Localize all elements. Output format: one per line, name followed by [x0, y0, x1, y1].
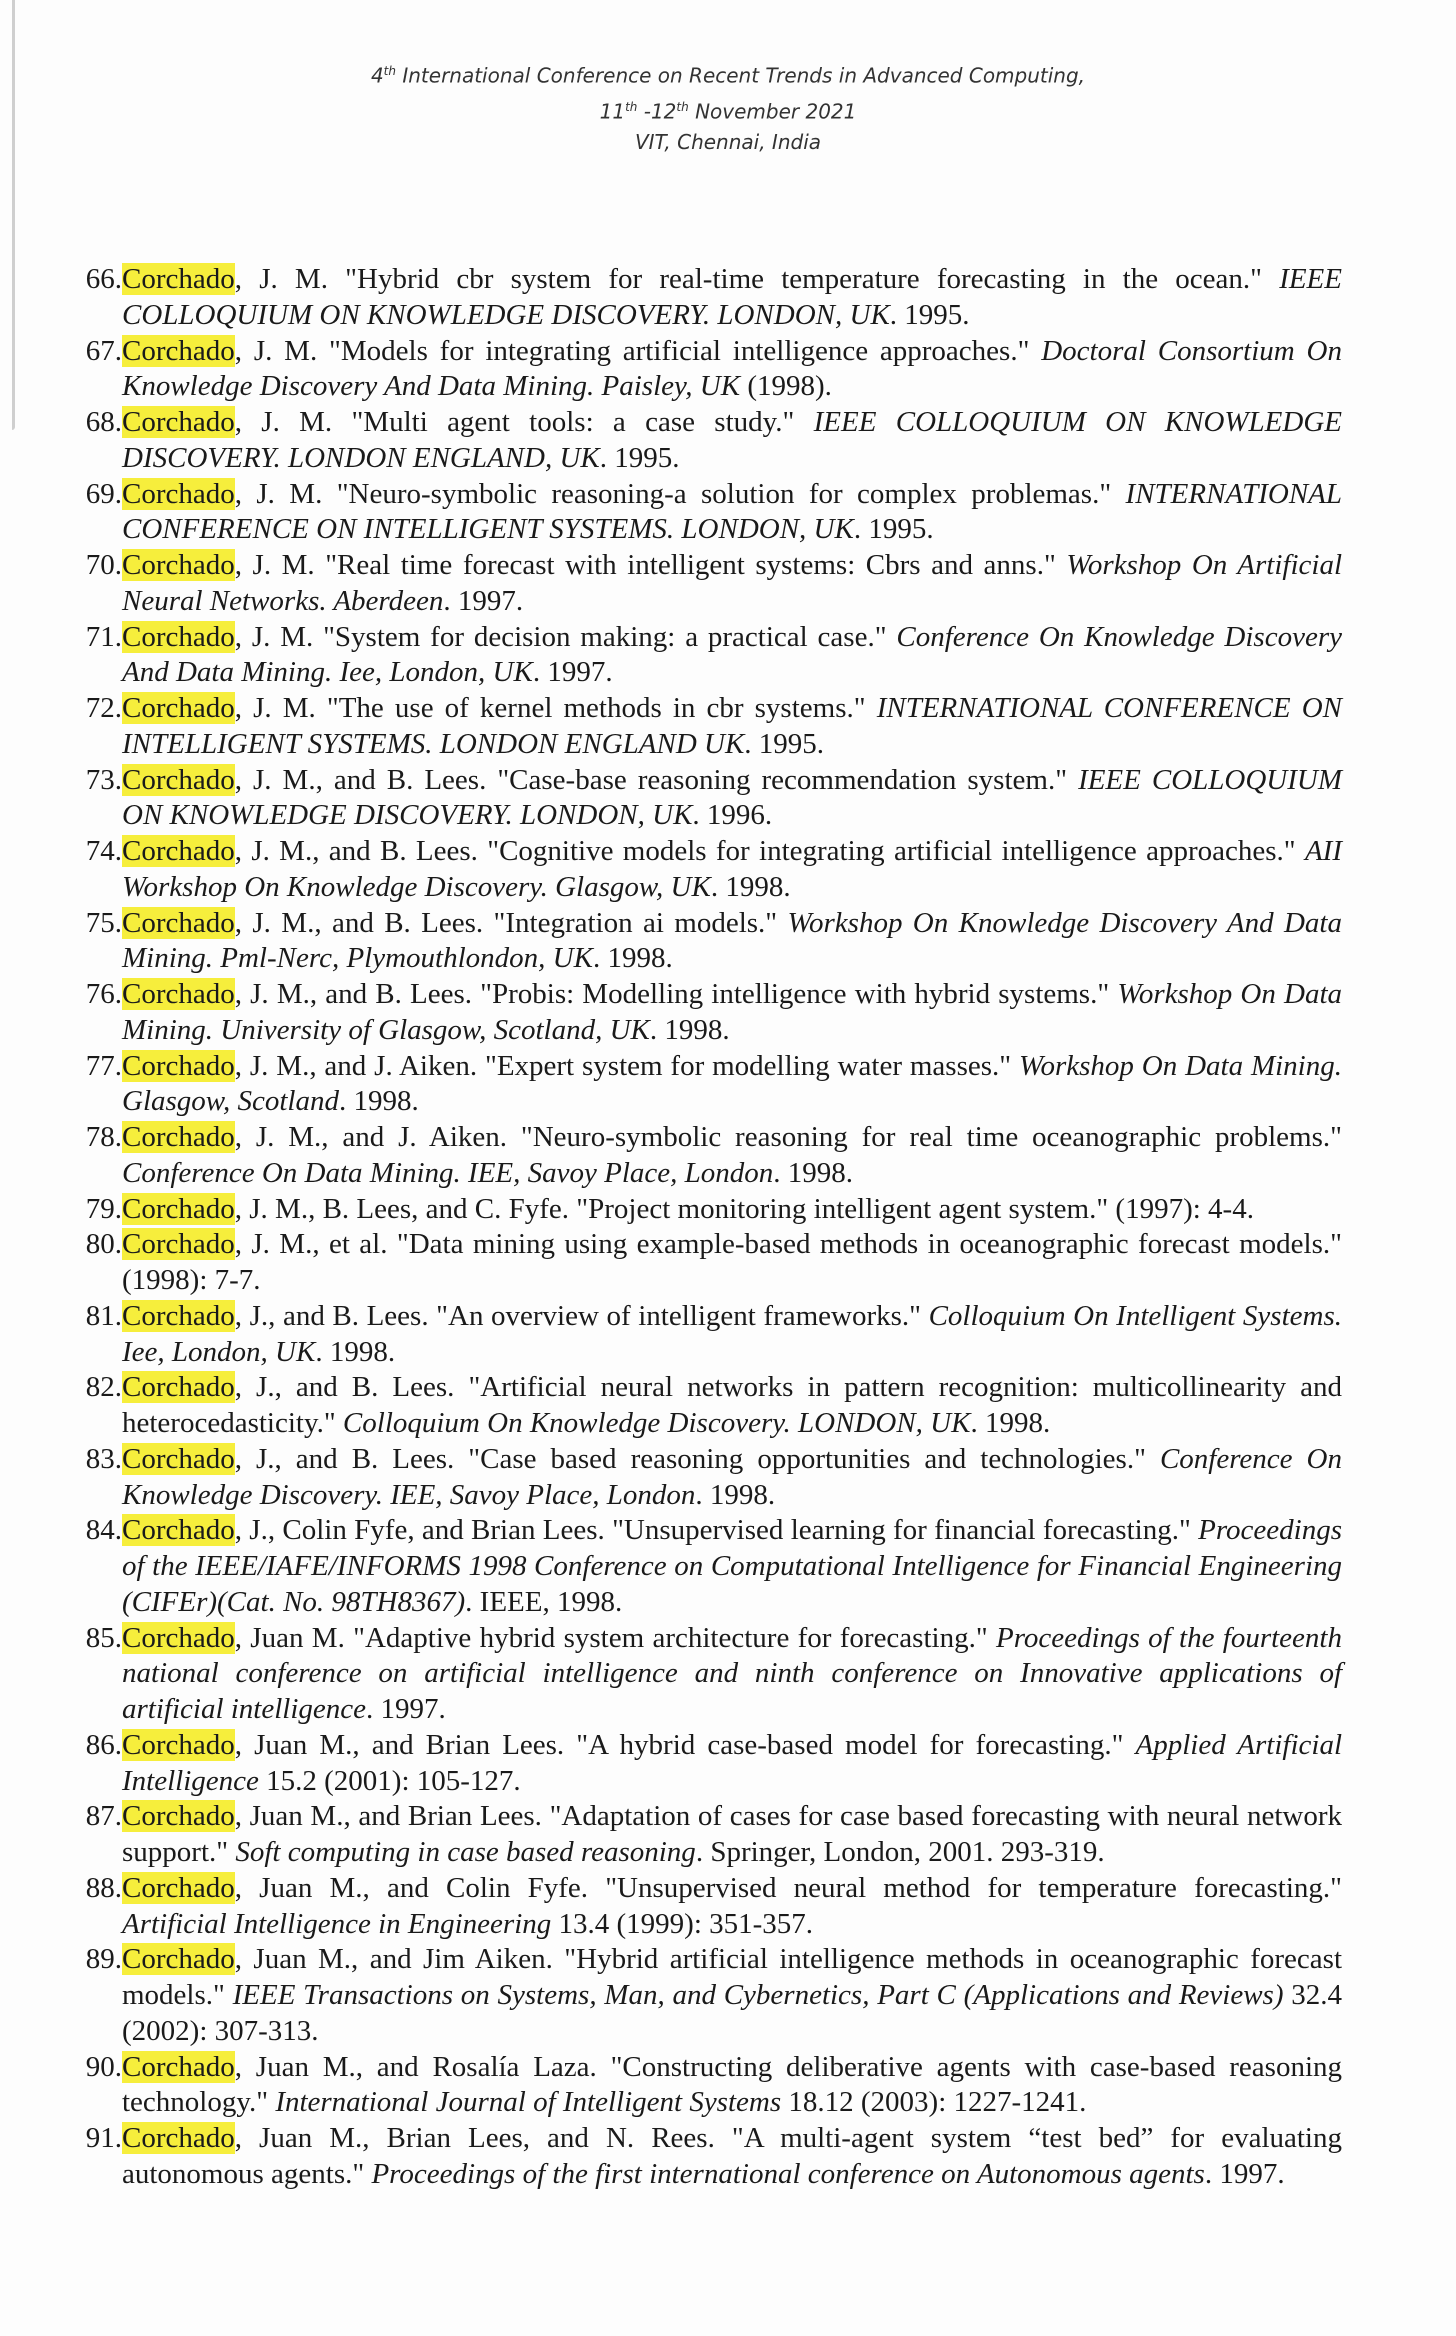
reference-venue: Applied Artificial Intelligence: [122, 1728, 1343, 1797]
reference-item: [60, 334, 1342, 406]
reference-tail: . IEEE, 1998.: [465, 1585, 623, 1618]
reference-text: [122, 691, 1342, 763]
reference-venue: Conference On Data Mining. IEE, Savoy Place, London: [122, 1156, 774, 1189]
reference-title: , Juan M., and Brian Lees. "Adaptation of cases for case based forecasting with neural network support.": [122, 1800, 1342, 1868]
reference-title: , J. M., and B. Lees. "Probis: Modelling intelligence with hybrid systems.": [234, 978, 1118, 1010]
reference-venue: Workshop On Data Mining. University of Glasgow, Scotland, UK: [122, 978, 1342, 1046]
reference-tail: . 1998.: [592, 942, 673, 975]
reference-number: 83.: [85, 1442, 122, 1475]
reference-text: [122, 763, 1342, 835]
reference-venue: Workshop On Knowledge Discovery And Data Mining. Pml-Nerc, Plymouthlondon, UK: [122, 906, 1342, 975]
author-highlight: Corchado: [122, 1442, 235, 1475]
reference-tail: (1998).: [740, 370, 832, 403]
reference-title: , J. M., B. Lees, and C. Fyfe. "Project monitoring intelligent agent system." (1997): 4-4.: [234, 1192, 1254, 1225]
reference-tail: 13.4 (1999): 351-357.: [551, 1907, 814, 1940]
reference-number: 84.: [85, 1514, 122, 1547]
reference-number: 88.: [85, 1871, 122, 1904]
reference-number: 91.: [85, 2122, 122, 2154]
reference-item: [60, 1728, 1342, 1800]
reference-tail: . 1995.: [853, 513, 934, 546]
author-highlight: Corchado: [122, 477, 235, 510]
reference-venue: INTERNATIONAL CONFERENCE ON INTELLIGENT SYSTEMS. LONDON ENGLAND UK: [122, 692, 1342, 760]
reference-title: , J., and B. Lees. "Case based reasoning opportunities and technologies.": [234, 1442, 1160, 1475]
author-highlight: Corchado: [122, 620, 235, 653]
author-highlight: Corchado: [122, 1049, 235, 1082]
reference-number: 70.: [85, 549, 122, 581]
reference-title: , J. M. "System for decision making: a practical case.": [234, 620, 897, 653]
reference-text: [122, 262, 1342, 334]
author-highlight: Corchado: [122, 978, 235, 1010]
reference-venue: Colloquium On Intelligent Systems. Iee, London, UK: [122, 1299, 1342, 1368]
reference-number: 75.: [85, 906, 122, 939]
reference-venue: Proceedings of the first international conference on Autonomous agents: [371, 2157, 1205, 2190]
reference-text: [122, 1192, 1342, 1228]
reference-number: 82.: [85, 1371, 122, 1404]
author-highlight: Corchado: [122, 1121, 235, 1153]
reference-item: [60, 1799, 1342, 1871]
author-highlight: Corchado: [122, 835, 235, 867]
author-highlight: Corchado: [122, 1728, 235, 1761]
reference-title: , J., and B. Lees. "Artificial neural networks in pattern recognition: multicollinearity and heterocedasticity.": [122, 1371, 1342, 1439]
reference-tail: . 1997.: [1204, 2157, 1285, 2190]
conference-header: [0, 56, 1456, 158]
reference-tail: . 1995.: [889, 298, 970, 331]
reference-number: 68.: [85, 406, 122, 438]
reference-title: , Juan M., and Jim Aiken. "Hybrid artificial intelligence methods in oceanographic forecast models.": [122, 1943, 1342, 2011]
reference-text: [122, 2121, 1342, 2193]
reference-text: [122, 1799, 1342, 1871]
reference-number: 77.: [85, 1049, 122, 1082]
reference-text: [122, 548, 1342, 620]
author-highlight: Corchado: [122, 549, 235, 581]
reference-item: [60, 906, 1342, 978]
author-highlight: Corchado: [122, 2050, 235, 2083]
reference-tail: . 1998.: [710, 870, 791, 903]
reference-title: , J. M., and B. Lees. "Integration ai models.": [234, 906, 788, 939]
reference-venue: IEEE COLLOQUIUM ON KNOWLEDGE DISCOVERY. LONDON ENGLAND, UK: [122, 406, 1342, 474]
reference-venue: Workshop On Data Mining. Glasgow, Scotland: [122, 1049, 1342, 1118]
reference-number: 89.: [85, 1943, 122, 1976]
reference-number: 79.: [85, 1192, 122, 1225]
reference-text: [122, 1513, 1342, 1620]
reference-item: [60, 1370, 1342, 1442]
reference-text: [122, 1227, 1342, 1299]
author-highlight: Corchado: [122, 1871, 235, 1904]
reference-venue: Workshop On Artificial Neural Networks. Aberdeen: [122, 549, 1343, 617]
reference-text: [122, 2050, 1342, 2122]
author-highlight: Corchado: [122, 1371, 235, 1404]
reference-number: 80.: [85, 1228, 122, 1261]
reference-tail: . 1998.: [315, 1335, 396, 1368]
reference-number: 72.: [85, 692, 122, 724]
reference-title: , J., and B. Lees. "An overview of intelligent frameworks.": [234, 1299, 929, 1332]
reference-item: [60, 1120, 1342, 1192]
reference-venue: Artificial Intelligence in Engineering: [122, 1907, 552, 1940]
reference-venue: INTERNATIONAL CONFERENCE ON INTELLIGENT SYSTEMS. LONDON, UK: [122, 477, 1342, 546]
reference-text: [122, 1049, 1342, 1121]
reference-number: 66.: [85, 263, 122, 295]
reference-item: [60, 620, 1342, 692]
reference-tail: 15.2 (2001): 105-127.: [258, 1764, 521, 1797]
reference-tail: 32.4 (2002): 307-313.: [122, 1979, 1343, 2047]
author-highlight: Corchado: [122, 263, 235, 295]
reference-title: , J. M., et al. "Data mining using example-based methods in oceanographic forecast models." (1998): 7-7.: [122, 1228, 1342, 1296]
reference-number: 69.: [85, 477, 122, 510]
author-highlight: Corchado: [122, 1800, 235, 1833]
reference-title: , J. M., and B. Lees. "Cognitive models for integrating artificial intelligence approaches.": [234, 835, 1305, 867]
reference-venue: AII Workshop On Knowledge Discovery. Glasgow, UK: [122, 835, 1342, 903]
author-highlight: Corchado: [122, 1621, 235, 1654]
reference-text: [122, 1871, 1342, 1943]
reference-tail: . 1998.: [773, 1156, 854, 1189]
author-highlight: Corchado: [122, 406, 235, 438]
reference-item: [60, 262, 1342, 334]
reference-number: 78.: [85, 1121, 122, 1153]
reference-number: 87.: [85, 1800, 122, 1833]
reference-item: [60, 2121, 1342, 2193]
reference-title: , J. M. "Hybrid cbr system for real-time temperature forecasting in the ocean.": [234, 263, 1280, 295]
reference-title: , J., Colin Fyfe, and Brian Lees. "Unsupervised learning for financial forecasting.": [234, 1514, 1199, 1547]
reference-venue: Conference On Knowledge Discovery And Data Mining. Iee, London, UK: [122, 620, 1342, 689]
reference-text: [122, 334, 1342, 406]
reference-item: [60, 2050, 1342, 2122]
reference-item: [60, 477, 1342, 549]
reference-tail: . 1998.: [649, 1013, 730, 1046]
reference-venue: IEEE COLLOQUIUM ON KNOWLEDGE DISCOVERY. LONDON, UK: [122, 263, 1342, 331]
reference-text: [122, 834, 1342, 906]
reference-text: [122, 1728, 1342, 1800]
reference-item: [60, 1621, 1342, 1728]
reference-venue: International Journal of Intelligent Systems: [275, 2086, 782, 2119]
reference-tail: . 1995.: [744, 727, 825, 760]
reference-title: , J. M. "Multi agent tools: a case study.": [234, 406, 814, 438]
reference-tail: . 1998.: [695, 1478, 776, 1511]
reference-tail: . 1995.: [599, 441, 680, 474]
reference-item: [60, 977, 1342, 1049]
reference-venue: Proceedings of the IEEE/IAFE/INFORMS 1998 Conference on Computational Intelligence for Financial Engineering (CIFEr)(Cat. No. 98TH8367): [122, 1514, 1342, 1618]
reference-text: [122, 1370, 1342, 1442]
reference-tail: . 1998.: [338, 1085, 419, 1118]
reference-item: [60, 763, 1342, 835]
author-highlight: Corchado: [122, 1943, 235, 1976]
author-highlight: Corchado: [122, 1299, 235, 1332]
reference-number: 74.: [85, 835, 122, 867]
author-highlight: Corchado: [122, 334, 235, 367]
author-highlight: Corchado: [122, 1514, 235, 1547]
reference-number: 86.: [85, 1728, 122, 1761]
reference-tail: . 1997.: [532, 656, 613, 689]
reference-item: [60, 1227, 1342, 1299]
reference-tail: . 1997.: [443, 584, 524, 617]
author-highlight: Corchado: [122, 906, 235, 939]
reference-item: [60, 834, 1342, 906]
reference-item: [60, 405, 1342, 477]
reference-tail: 18.12 (2003): 1227-1241.: [781, 2086, 1087, 2119]
reference-text: [122, 1299, 1342, 1371]
reference-title: , Juan M., and Rosalía Laza. "Constructing deliberative agents with case-based reasoning technology.": [122, 2050, 1342, 2119]
reference-number: 76.: [85, 978, 122, 1010]
reference-venue: IEEE COLLOQUIUM ON KNOWLEDGE DISCOVERY. LONDON, UK: [122, 763, 1343, 832]
reference-title: , J. M. "Real time forecast with intelligent systems: Cbrs and anns.": [234, 549, 1067, 581]
header-line-3: VIT, Chennai, India: [634, 130, 822, 155]
reference-tail: . 1997.: [366, 1693, 446, 1725]
reference-title: , J. M., and B. Lees. "Case-base reasoning recommendation system.": [234, 763, 1079, 796]
reference-text: [122, 405, 1342, 477]
reference-tail: . 1998.: [970, 1407, 1051, 1439]
header-line-2: 11th -12th November 2021: [599, 99, 857, 124]
reference-number: 85.: [85, 1621, 122, 1654]
reference-venue: Conference On Knowledge Discovery. IEE, Savoy Place, London: [122, 1442, 1342, 1511]
reference-number: 71.: [85, 620, 122, 653]
reference-list: [60, 262, 1342, 2193]
reference-title: , J. M., and J. Aiken. "Neuro-symbolic reasoning for real time oceanographic problems.": [234, 1121, 1342, 1153]
reference-item: [60, 1299, 1342, 1371]
reference-text: [122, 477, 1342, 549]
reference-text: [122, 1442, 1342, 1514]
reference-number: 90.: [85, 2050, 122, 2083]
reference-title: , Juan M., Brian Lees, and N. Rees. "A multi-agent system “test bed” for evaluating autonomous agents.": [122, 2122, 1342, 2190]
reference-item: [60, 1513, 1342, 1620]
reference-venue: Soft computing in case based reasoning: [235, 1836, 696, 1868]
reference-venue: Proceedings of the fourteenth national conference on artificial intelligence and ninth conference on Innovative applications of artificial intelligence: [122, 1621, 1342, 1725]
reference-title: , J. M. "Models for integrating artificial intelligence approaches.": [234, 334, 1042, 367]
reference-number: 73.: [85, 763, 122, 796]
reference-item: [60, 1942, 1342, 2049]
reference-text: [122, 620, 1342, 692]
reference-item: [60, 1049, 1342, 1121]
reference-item: [60, 1871, 1342, 1943]
reference-text: [122, 1621, 1342, 1728]
author-highlight: Corchado: [122, 2122, 235, 2154]
reference-title: , Juan M. "Adaptive hybrid system architecture for forecasting.": [234, 1621, 996, 1654]
reference-text: [122, 1120, 1342, 1192]
reference-text: [122, 1942, 1342, 2049]
reference-tail: . Springer, London, 2001. 293-319.: [695, 1836, 1105, 1868]
header-line-1: 4th International Conference on Recent Trends in Advanced Computing,: [370, 63, 1086, 88]
reference-number: 81.: [85, 1299, 122, 1332]
reference-venue: Doctoral Consortium On Knowledge Discovery And Data Mining. Paisley, UK: [122, 334, 1342, 403]
reference-text: [122, 906, 1342, 978]
author-highlight: Corchado: [122, 692, 235, 724]
reference-number: 67.: [85, 334, 122, 367]
reference-item: [60, 548, 1342, 620]
reference-text: [122, 977, 1342, 1049]
reference-title: , J. M. "Neuro-symbolic reasoning-a solution for complex problemas.": [234, 477, 1126, 510]
reference-item: [60, 1192, 1342, 1228]
reference-venue: IEEE Transactions on Systems, Man, and Cybernetics, Part C (Applications and Reviews): [232, 1979, 1284, 2011]
author-highlight: Corchado: [122, 1228, 235, 1261]
reference-tail: . 1996.: [692, 799, 773, 832]
reference-item: [60, 691, 1342, 763]
reference-item: [60, 1442, 1342, 1514]
reference-title: , J. M., and J. Aiken. "Expert system for modelling water masses.": [234, 1049, 1019, 1082]
reference-title: , Juan M., and Brian Lees. "A hybrid case-based model for forecasting.": [234, 1728, 1136, 1761]
reference-venue: Colloquium On Knowledge Discovery. LONDON, UK: [342, 1407, 971, 1439]
author-highlight: Corchado: [122, 763, 235, 796]
reference-title: , Juan M., and Colin Fyfe. "Unsupervised neural method for temperature forecasting.": [234, 1871, 1342, 1904]
author-highlight: Corchado: [122, 1192, 235, 1225]
reference-title: , J. M. "The use of kernel methods in cbr systems.": [234, 692, 877, 724]
